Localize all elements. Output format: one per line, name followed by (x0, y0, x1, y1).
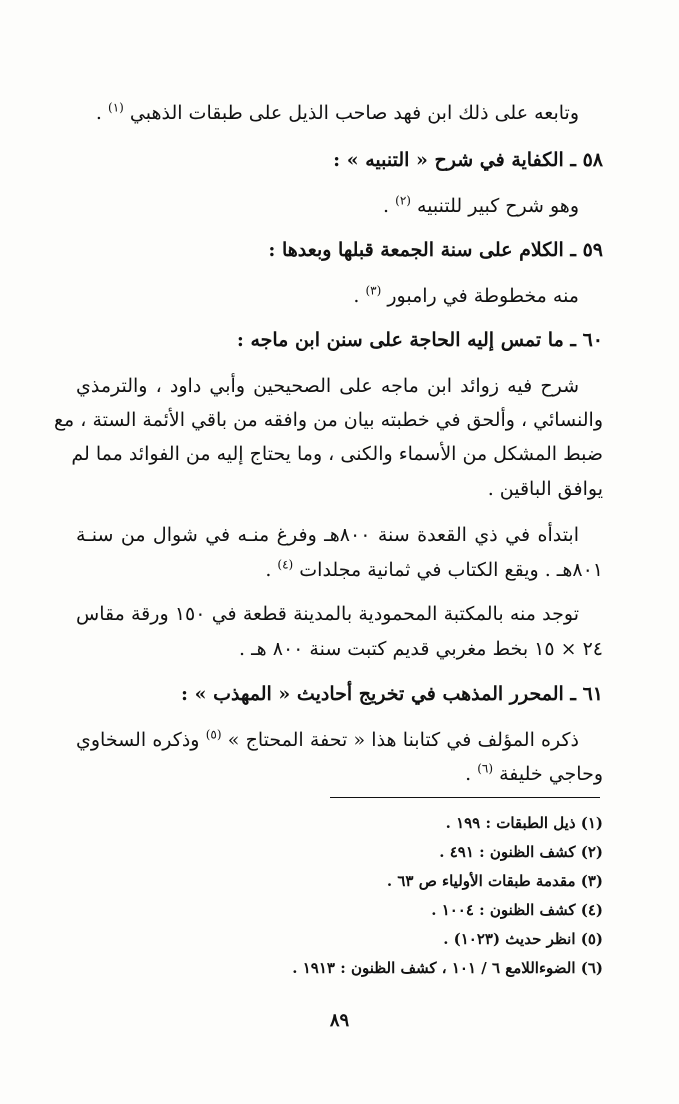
footnote-item: (٦) الضوءاللامع ٦ / ١٠١ ، كشف الظنون : ١٩١٣ . (292, 959, 603, 977)
footnote-ref: (٥) (205, 727, 222, 742)
body-line: يوافق الباقين . (487, 478, 603, 500)
section-heading-61: ٦١ ـ المحرر المذهب في تخريج أحاديث « المهذب » : (181, 683, 603, 705)
body-line: ٢٤ × ١٥ بخط مغربي قديم كتبت سنة ٨٠٠ هـ . (239, 638, 603, 660)
footnote-ref: (٦) (477, 761, 494, 776)
body-line: وتابعه على ذلك ابن فهد صاحب الذيل على طبقات الذهبي $^{(١)}$ . (95, 100, 579, 124)
section-heading-58: ٥٨ ـ الكفاية في شرح « التنبيه » : (333, 149, 603, 171)
body-line: منه مخطوطة في رامبور $^{(٣)}$ . (353, 283, 579, 307)
footnote-item: (١) ذيل الطبقات : ١٩٩ . (445, 814, 603, 832)
footnote-item: (٣) مقدمة طبقات الأولياء ص ٦٣ . (386, 872, 603, 890)
footnote-ref: (٤) (277, 557, 294, 572)
footnote-item: (٥) انظر حديث (١٠٢٣) . (443, 930, 603, 948)
body-line: ذكره المؤلف في كتابنا هذا « تحفة المحتاج » $^{(٥)}$ وذكره السخاوي (76, 727, 580, 751)
body-line: وهو شرح كبير للتنبيه $^{(٢)}$ . (383, 193, 579, 217)
section-heading-59: ٥٩ ـ الكلام على سنة الجمعة قبلها وبعدها : (268, 239, 603, 261)
body-line: ابتدأه في ذي القعدة سنة ٨٠٠هـ وفرغ منـه في شوال من سنـة (76, 524, 579, 546)
section-heading-60: ٦٠ ـ ما تمس إليه الحاجة على سنن ابن ماجه : (236, 329, 603, 351)
footnote-divider (330, 797, 600, 798)
page-number: ٨٩ (329, 1010, 350, 1031)
body-line: وحاجي خليفة $^{(٦)}$ . (465, 761, 603, 785)
footnote-ref: (١) (108, 100, 124, 115)
footnote-ref: (٣) (365, 283, 382, 298)
body-line: شرح فيه زوائد ابن ماجه على الصحيحين وأبي داود ، والترمذي (76, 375, 579, 397)
body-line: والنسائي ، وألحق في خطبته بيان من وافقه من باقي الأئمة الستة ، مع (53, 409, 603, 431)
footnote-item: (٢) كشف الظنون : ٤٩١ . (439, 843, 603, 861)
footnote-ref: (٢) (395, 193, 411, 208)
body-line: توجد منه بالمكتبة المحمودية بالمدينة قطعة في ١٥٠ ورقة مقاس (76, 603, 579, 625)
body-line: ٨٠١هـ . ويقع الكتاب في ثمانية مجلدات $^{(٤)}$ . (265, 557, 603, 581)
body-line: ضبط المشكل من الأسماء والكنى ، وما يحتاج إليه من الفوائد مما لم (71, 443, 603, 465)
footnote-item: (٤) كشف الظنون : ١٠٠٤ . (431, 901, 603, 919)
